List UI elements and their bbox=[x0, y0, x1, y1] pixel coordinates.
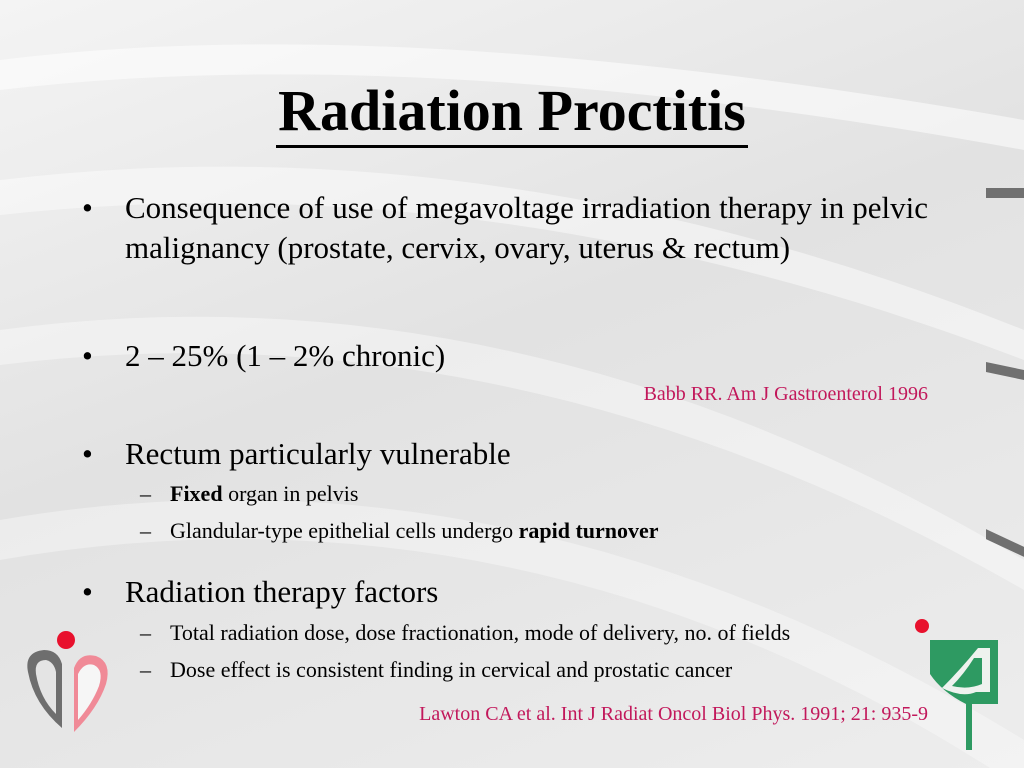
bullet-dot: • bbox=[82, 436, 93, 471]
sub-bullet-glandular bbox=[140, 517, 659, 545]
bullet-dot: • bbox=[82, 338, 93, 373]
sub-bullet-text: Glandular-type epithelial cells undergo bbox=[170, 518, 519, 543]
heart-logo-icon bbox=[22, 628, 114, 748]
emphasis-rapid-turnover: rapid turnover bbox=[518, 518, 659, 543]
sub-bullet-dash: – bbox=[140, 657, 151, 682]
bullet-text: Consequence of use of megavoltage irradiation therapy in pelvic malignancy (prostate, cervix, ovary, uterus & rectum) bbox=[125, 190, 928, 265]
sub-bullet-text: Dose effect is consistent finding in cervical and prostatic cancer bbox=[170, 657, 733, 682]
sub-bullet-dash: – bbox=[140, 518, 151, 543]
citation-babb: Babb RR. Am J Gastroenterol 1996 bbox=[643, 383, 928, 405]
bullet-item bbox=[82, 434, 928, 474]
green-logo-icon bbox=[912, 618, 1002, 752]
sub-bullet-dose-effect bbox=[140, 656, 732, 684]
bullet-text: Rectum particularly vulnerable bbox=[125, 436, 511, 471]
sub-bullet-total-dose bbox=[140, 619, 790, 647]
sub-bullet-text: Total radiation dose, dose fractionation, mode of delivery, no. of fields bbox=[170, 620, 791, 645]
sub-bullet-dash: – bbox=[140, 481, 151, 506]
slide-title: Radiation Proctitis bbox=[0, 78, 1024, 144]
sub-bullet-text: organ in pelvis bbox=[222, 481, 359, 506]
citation-lawton: Lawton CA et al. Int J Radiat Oncol Biol Phys. 1991; 21: 935-9 bbox=[419, 703, 928, 725]
bullet-text: 2 – 25% (1 – 2% chronic) bbox=[125, 338, 446, 373]
sub-bullet-dash: – bbox=[140, 620, 151, 645]
bullet-item bbox=[82, 572, 928, 612]
bullet-dot: • bbox=[82, 190, 93, 225]
bullet-item bbox=[82, 188, 928, 268]
emphasis-fixed: Fixed bbox=[170, 481, 223, 506]
bullet-text: Radiation therapy factors bbox=[125, 574, 439, 609]
bullet-dot: • bbox=[82, 574, 93, 609]
bullet-item bbox=[82, 336, 928, 376]
side-tick bbox=[986, 188, 1024, 198]
sub-bullet-fixed bbox=[140, 480, 358, 508]
